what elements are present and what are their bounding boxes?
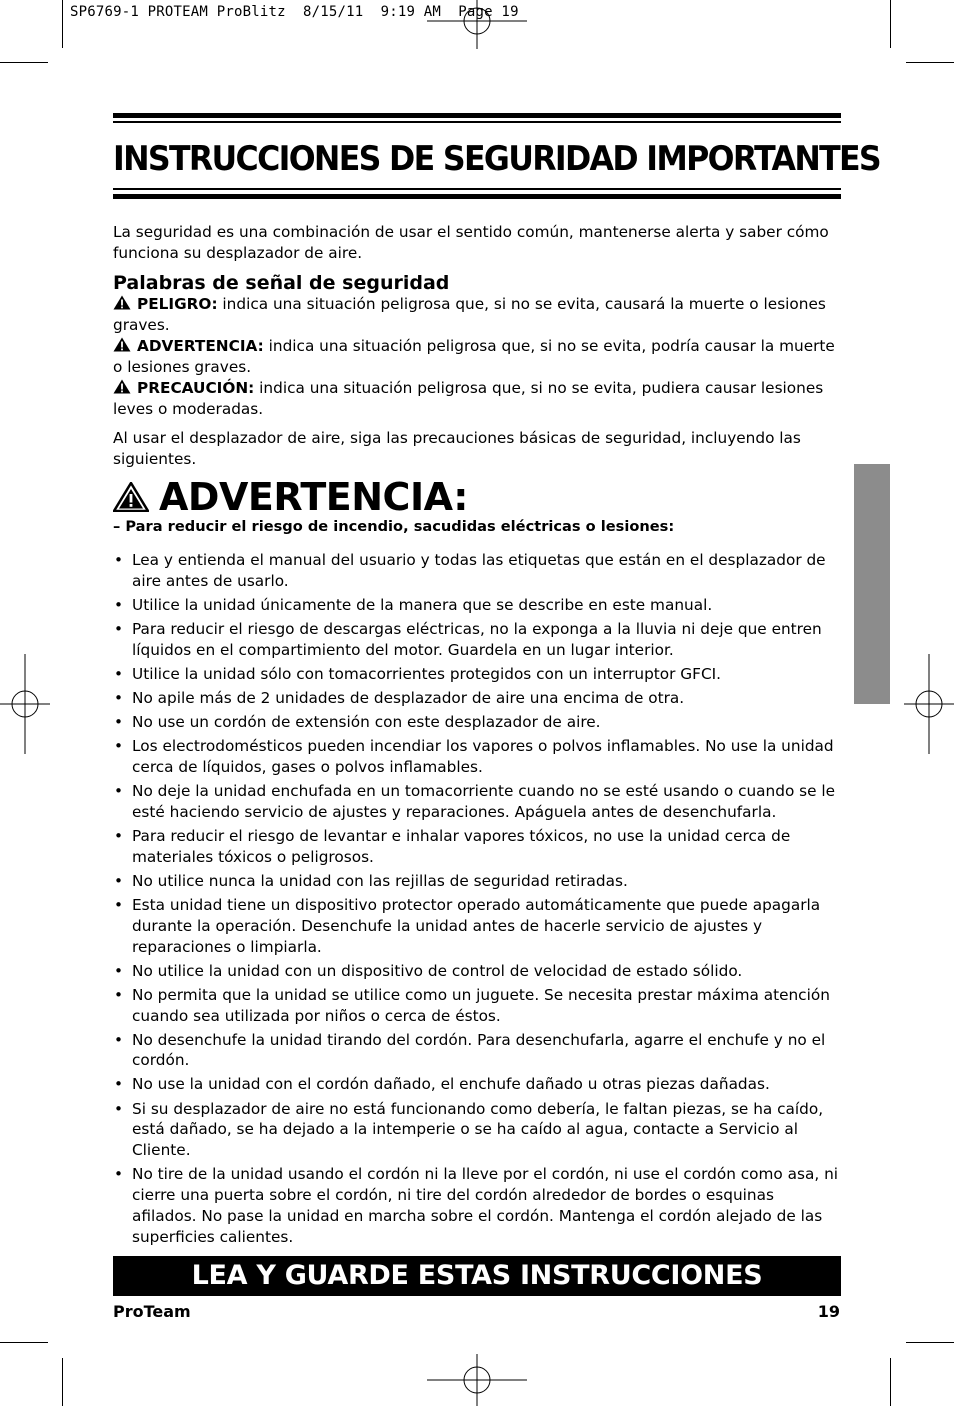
signal-word: ADVERTENCIA:	[137, 337, 264, 355]
precautions-paragraph	[113, 428, 841, 470]
page-title: INSTRUCCIONES DE SEGURIDAD IMPORTANTES	[113, 139, 881, 179]
registration-mark-icon	[427, 0, 527, 49]
list-item: • Para reducir el riesgo de levantar e inhalar vapores tóxicos, no use la unidad cerca de materiales tóxicos o peligrosos.	[113, 826, 841, 868]
registration-mark-icon	[427, 1354, 527, 1406]
list-item: • Esta unidad tiene un dispositivo protector operado automáticamente que puede apagarla durante la operación. Desenchufe la unidad antes de hacerle servicio de ajustes y reparaciones o limpiarla.	[113, 895, 841, 957]
safety-list	[113, 550, 841, 1251]
page-number: 19	[817, 1302, 840, 1321]
list-item: • No utilice la unidad con un dispositivo de control de velocidad de estado sólido.	[113, 961, 841, 982]
crop-mark	[62, 0, 63, 48]
warning-header	[113, 476, 468, 518]
warning-triangle-icon	[113, 482, 149, 512]
intro-paragraph	[113, 222, 841, 264]
crop-mark	[906, 1342, 954, 1343]
signal-item	[113, 378, 841, 420]
intro-text: La seguridad es una combinación de usar el sentido común, mantenerse alerta y saber cómo funciona su desplazador de aire.	[113, 223, 829, 262]
signal-description: indica una situación peligrosa que, si no se evita, podría causar la muerte o lesiones graves.	[113, 337, 835, 376]
list-item: • Utilice la unidad únicamente de la manera que se describe en este manual.	[113, 595, 841, 616]
list-item: • No desenchufe la unidad tirando del cordón. Para desenchufarla, agarre el enchufe y no el cordón.	[113, 1030, 841, 1072]
registration-mark-icon	[0, 654, 50, 754]
warning-triangle-icon	[113, 337, 131, 352]
signal-heading: Palabras de señal de seguridad	[113, 272, 450, 294]
printer-slug: SP6769-1 PROTEAM ProBlitz 8/15/11 9:19 AM Page 19	[70, 4, 519, 20]
title-rule-bottom	[113, 188, 841, 190]
signal-word: PELIGRO:	[137, 295, 218, 313]
title-rule-top	[113, 113, 841, 118]
list-item: • No utilice nunca la unidad con las rejillas de seguridad retiradas.	[113, 871, 841, 892]
list-item: • No deje la unidad enchufada en un tomacorriente cuando no se esté usando o cuando se le esté haciendo servicio de ajustes y reparaciones. Apáguela antes de desenchufarla.	[113, 781, 841, 823]
list-item: • Lea y entienda el manual del usuario y todas las etiquetas que están en el desplazador de aire antes de usarlo.	[113, 550, 841, 592]
signal-list	[113, 294, 841, 420]
crop-mark	[0, 62, 48, 63]
warning-title: ADVERTENCIA:	[159, 475, 468, 519]
signal-description: indica una situación peligrosa que, si no se evita, pudiera causar lesiones leves o moderadas.	[113, 379, 824, 418]
list-item: • Para reducir el riesgo de descargas eléctricas, no la exponga a la lluvia ni deje que entren líquidos en el compartimiento del motor. Guardela en un lugar interior.	[113, 619, 841, 661]
section-side-tab	[854, 464, 890, 704]
crop-mark	[62, 1358, 63, 1406]
footer-brand: ProTeam	[113, 1302, 191, 1321]
signal-word: PRECAUCIÓN:	[137, 379, 255, 397]
warning-triangle-icon	[113, 379, 131, 394]
list-item: • No use un cordón de extensión con este desplazador de aire.	[113, 712, 841, 733]
crop-mark	[890, 1358, 891, 1406]
list-item: • Los electrodomésticos pueden incendiar los vapores o polvos inflamables. No use la unidad cerca de líquidos, gases o polvos inflamables.	[113, 736, 841, 778]
title-rule-bottom-thick	[113, 194, 841, 199]
warning-triangle-icon	[113, 295, 131, 310]
list-item: • No apile más de 2 unidades de desplazador de aire una encima de otra.	[113, 688, 841, 709]
save-instructions-banner: LEA Y GUARDE ESTAS INSTRUCCIONES	[113, 1256, 841, 1296]
list-item: • No tire de la unidad usando el cordón ni la lleve por el cordón, ni use el cordón como asa, ni cierre una puerta sobre el cordón, ni tire del cordón alrededor de bordes o esquinas afilados. No pase la unidad en marcha sobre el cordón. Mantenga el cordón alejado de las superficies calientes.	[113, 1164, 841, 1247]
warning-subtitle: – Para reducir el riesgo de incendio, sacudidas eléctricas o lesiones:	[113, 518, 675, 535]
title-rule-top-thin	[113, 121, 841, 123]
precautions-text: Al usar el desplazador de aire, siga las precauciones básicas de seguridad, incluyendo las siguientes.	[113, 429, 801, 468]
crop-mark	[0, 1342, 48, 1343]
list-item: • Si su desplazador de aire no está funcionando como debería, le faltan piezas, se ha caído, está dañado, se ha dejado a la intemperie o se ha caído al agua, contacte a Servicio al Cliente.	[113, 1099, 841, 1161]
crop-mark	[890, 0, 891, 48]
signal-description: indica una situación peligrosa que, si no se evita, causará la muerte o lesiones graves.	[113, 295, 826, 334]
list-item: • No use la unidad con el cordón dañado, el enchufe dañado u otras piezas dañadas.	[113, 1074, 841, 1095]
crop-mark	[906, 62, 954, 63]
registration-mark-icon	[904, 654, 954, 754]
list-item: • Utilice la unidad sólo con tomacorrientes protegidos con un interruptor GFCI.	[113, 664, 841, 685]
signal-item	[113, 336, 841, 378]
signal-item	[113, 294, 841, 336]
list-item: • No permita que la unidad se utilice como un juguete. Se necesita prestar máxima atención cuando sea utilizada por niños o cerca de éstos.	[113, 985, 841, 1027]
